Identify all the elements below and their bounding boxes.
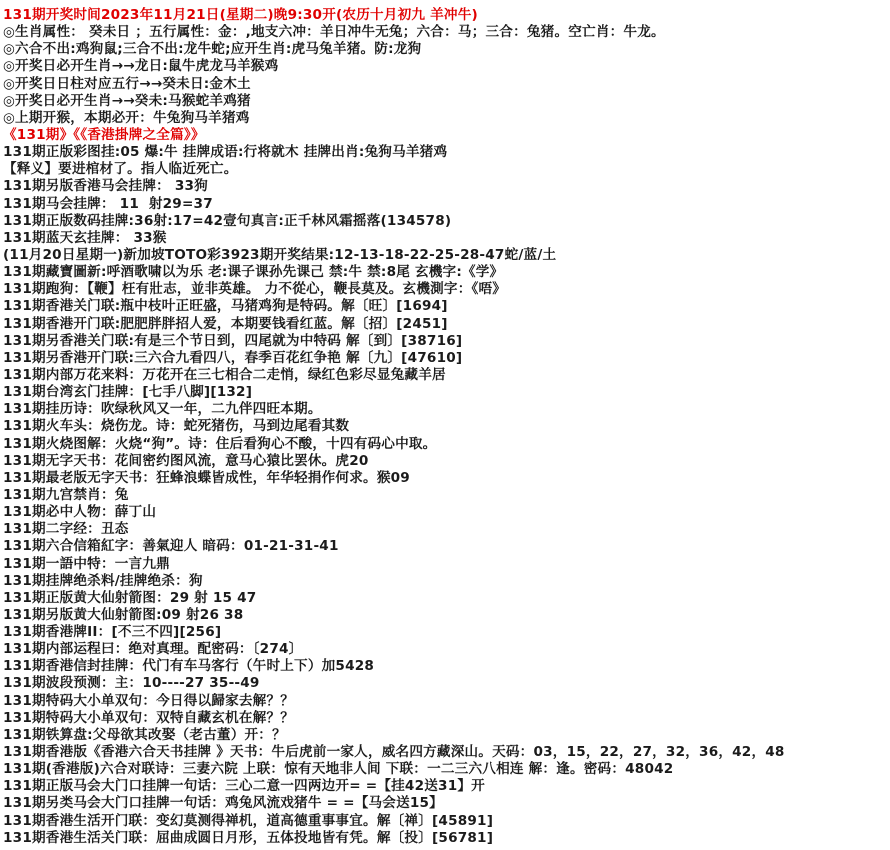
text-line: 131期香港开门联:肥肥胖胖招人爱，本期要钱看红蓝。解〔招〕[2451] xyxy=(3,315,448,332)
text-line: 131期另版香港马会挂牌： 33狗 xyxy=(3,178,208,195)
text-line: 《131期》《《香港掛牌之全篇》》 xyxy=(3,126,205,143)
text-line: 131期一語中特：一言九鼎 xyxy=(3,555,170,572)
text-line: 131期香港关门联:瓶中枝叶正旺盛，马猪鸡狗是特码。解〔旺〕[1694] xyxy=(3,298,448,315)
text-line: 131期香港生活开门联：变幻莫测得禅机，道高德重事事宜。解〔禅〕[45891] xyxy=(3,812,494,829)
text-line: 131期波段预测：主：10----27 35--49 xyxy=(3,675,260,692)
text-line: 131期跑狗：【鞭】枉有壯志，並非英雄。 力不從心，鞭長莫及。玄機測字：《唔》 xyxy=(3,281,507,298)
text-line: ◎上期开猴，本期必开：牛兔狗马羊猪鸡 xyxy=(3,109,250,126)
text-line: ◎开奖日日柱对应五行→→癸未日:金木土 xyxy=(3,75,251,92)
text-line: 131期火烧图解：火烧“狗”。诗：住后看狗心不酸，十四有码心中取。 xyxy=(3,435,437,452)
text-line: 131期挂牌绝杀料/挂牌绝杀：狗 xyxy=(3,572,203,589)
text-line: 131期香港信封挂牌：代门有车马客行（午时上下）加5428 xyxy=(3,658,375,675)
text-line: 131期内部万花来料：万花开在三七相合二走悄，绿红色彩尽显兔藏羊居 xyxy=(3,366,446,383)
text-line: 131期藏寶圖新:呼酒歌啸以为乐 老:课子课孙先课己 禁:牛 禁:8尾 玄機字:《学》 xyxy=(3,264,504,281)
text-line: 131期蓝天玄挂牌： 33猴 xyxy=(3,229,167,246)
text-line: ◎生肖属性： 癸未日 ；五行属性：金：,地支六冲：羊日冲牛无兔；六合：马；三合：兔猪。空亡肖：牛龙。 xyxy=(3,24,665,41)
text-line: 131期开奖时间2023年11月21日(星期二)晚9:30开(农历十月初九 羊冲牛) xyxy=(3,7,478,23)
text-line: 131期另香港关门联:有是三个节日到，四尾就为中特码 解〔到〕[38716] xyxy=(3,332,463,349)
text-line: 131期特码大小单双句：今日得以歸家去解？？ xyxy=(3,692,295,709)
text-line: 131期正版数码挂牌:36射:17=42壹句真言:正千林风霜摇落(134578) xyxy=(3,212,452,229)
text-line: 131期另版黄大仙射箭图:09 射26 38 xyxy=(3,606,244,623)
text-line: 131期最老版无字天书：狂蜂浪蝶皆成性，年华轻捐作何求。猴09 xyxy=(3,469,410,486)
lines-container xyxy=(3,7,888,847)
text-line: 131期正版黄大仙射箭图：29 射 15 47 xyxy=(3,589,257,606)
text-line: 131期火车头：烧伤龙。诗：蛇死猪伤，马到边尾看其数 xyxy=(3,418,350,435)
text-line: 131期九宫禁肖：兔 xyxy=(3,486,129,503)
text-line: 131期香港生活关门联：屈曲成圆日月形，五体投地皆有凭。解〔投〕[56781] xyxy=(3,829,494,846)
text-line: 131期特码大小单双句：双特自藏玄机在解？？ xyxy=(3,709,295,726)
text-line: 131期六合信箱紅字：善氣迎人 暗码：01-21-31-41 xyxy=(3,538,339,555)
text-line: 131期二字经：丑态 xyxy=(3,521,129,538)
text-line: ◎开奖日必开生肖→→癸未:马猴蛇羊鸡猪 xyxy=(3,92,251,109)
text-line: 131期无字天书：花间密约图风流，意马心猿比罢休。虎20 xyxy=(3,452,369,469)
text-line: 131期挂历诗：吹绿秋风又一年，二九伴四旺本期。 xyxy=(3,401,322,418)
text-line: 131期马会挂牌： 11 射29=37 xyxy=(3,195,213,212)
text-line: 131期内部运程曰：绝对真理。配密码：〔274〕 xyxy=(3,641,303,658)
text-line: 131期香港牌II：[不三不四][256] xyxy=(3,624,222,641)
text-line: 131期另香港开门联:三六合九看四八，春季百花红争艳 解〔九〕[47610] xyxy=(3,349,463,366)
text-line: 131期台湾玄门挂牌：[七手八脚][132] xyxy=(3,384,253,401)
text-line: 131期正版彩图挂:05 爆:牛 挂牌成语:行将就木 挂牌出肖:兔狗马羊猪鸡 xyxy=(3,144,448,161)
text-line: 131期必中人物：薛丁山 xyxy=(3,504,157,521)
text-line: ◎六合不出:鸡狗鼠;三合不出:龙牛蛇;应开生肖:虎马兔羊猪。防:龙狗 xyxy=(3,41,422,58)
text-line: ◎开奖日必开生肖→→龙日:鼠牛虎龙马羊猴鸡 xyxy=(3,58,279,75)
text-line: 131期(香港版)六合对联诗：三妻六院 上联：惊有天地非人间 下联：一二三六八相连 解：逢。密码：48042 xyxy=(3,761,674,778)
text-line: 131期正版马会大门口挂牌一句话：三心二意一四两边开= =【挂42送31】开 xyxy=(3,778,485,795)
text-line: 131期香港版《香港六合天书挂牌 》天书：牛后虎前一家人，威名四方藏深山。天码：03，15，22，27，32，36，42，48 xyxy=(3,744,785,761)
text-line: (11月20日星期一)新加坡TOTO彩3923期开奖结果:12-13-18-22-25-28-47蛇/蓝/土 xyxy=(3,246,557,263)
text-line: 131期另类马会大门口挂牌一句话：鸡兔风流戏猪牛 = =【马会送15】 xyxy=(3,795,443,812)
text-line: 【释义】要进棺材了。指人临近死亡。 xyxy=(3,161,238,178)
text-line: 131期铁算盘:父母欲其改娶（老古董）开：？ xyxy=(3,726,286,743)
